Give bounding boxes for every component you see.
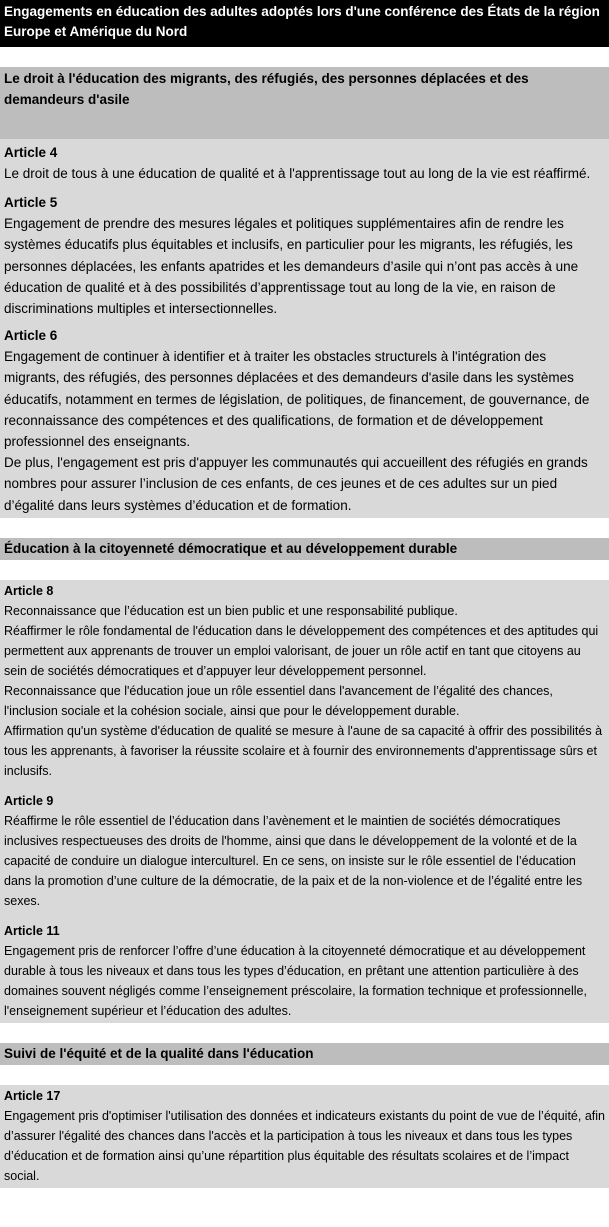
article-paragraph: Engagement pris d'optimiser l'utilisation des données et indicateurs existants du point de vue de l’équité, afin d’assurer l'égalité des chances dans l'accès et la participation à tous les niveaux et dans tous les types d’éducation et de formation ainsi qu’une répartition plus équitable des résultats scolaires et de l’impact social. xyxy=(4,1108,605,1183)
article xyxy=(4,581,605,781)
spacer xyxy=(0,518,609,538)
spacer xyxy=(0,560,609,580)
article xyxy=(4,325,605,516)
section-body xyxy=(0,580,609,1023)
article-title: Article 5 xyxy=(4,195,58,211)
article-title: Article 11 xyxy=(4,923,60,938)
article-title: Article 4 xyxy=(4,145,58,160)
article-paragraph: Engagement de prendre des mesures légales et politiques supplémentaires afin de rendre les systèmes éducatifs plus équitables et inclusifs, en particulier pour les migrants, les réfugiés, les personnes déplacées, les enfants apatrides et les demandeurs d’asile qui n’ont pas accès à une éducation de qualité et à des possibilités d’apprentissage tout au long de la vie, en raison de discriminations multiples et intersectionnelles. xyxy=(4,216,579,317)
spacer xyxy=(0,47,609,67)
section-heading: Le droit à l'éducation des migrants, des réfugiés, des personnes déplacées et des demandeurs d'asile xyxy=(0,67,609,139)
article xyxy=(4,791,605,911)
article-title: Article 8 xyxy=(4,583,54,598)
article-paragraph: Reconnaissance que l’éducation est un bien public et une responsabilité publique. xyxy=(4,603,458,618)
section-heading: Éducation à la citoyenneté démocratique et au développement durable xyxy=(0,538,609,560)
article-title: Article 6 xyxy=(4,328,58,344)
article-paragraph: Engagement de continuer à identifier et à traiter les obstacles structurels à l'intégration des migrants, des réfugiés, des personnes déplacées et des demandeurs d'asile dans les systèmes éducatifs, notamment en termes de législation, de politiques, de financement, de gouvernance, de reconnaissance des compétences et des qualifications, de formation et de développement professionnel des enseignants. xyxy=(4,349,590,450)
spacer xyxy=(0,1023,609,1043)
spacer xyxy=(0,1065,609,1085)
article-title: Article 9 xyxy=(4,793,54,808)
article xyxy=(4,192,605,319)
article-paragraph: Affirmation qu'un système d'éducation de qualité se mesure à l'aune de sa capacité à offrir des possibilités à tous les apprenants, à favoriser la réussite scolaire et à fournir des environnements d'apprentissage sûrs et inclusifs. xyxy=(4,723,603,778)
section-heading: Suivi de l'équité et de la qualité dans l'éducation xyxy=(0,1043,609,1065)
section-body xyxy=(0,139,609,518)
article-paragraph: De plus, l'engagement est pris d'appuyer les communautés qui accueillent des réfugiés en grands nombres pour assurer l’inclusion de ces enfants, de ces jeunes et de ces adultes sur un pied d’égalité dans leurs systèmes d’éducation et de formation. xyxy=(4,455,588,513)
document-title: Engagements en éducation des adultes adoptés lors d'une conférence des États de la région Europe et Amérique du Nord xyxy=(0,0,609,47)
article-title: Article 17 xyxy=(4,1088,61,1103)
section-body xyxy=(0,1085,609,1188)
article-paragraph: Réaffirmer le rôle fondamental de l'éducation dans le développement des compétences et des aptitudes qui permettent aux apprenants de trouver un emploi valorisant, de jouer un rôle actif en tant que citoyens au sein de sociétés démocratiques et d’appuyer leur développement personnel. xyxy=(4,623,599,678)
article-paragraph: Reconnaissance que l'éducation joue un rôle essentiel dans l'avancement de l’égalité des chances, l'inclusion sociale et la cohésion sociale, ainsi que pour le développement durable. xyxy=(4,683,553,718)
article xyxy=(4,1086,605,1186)
article-paragraph: Réaffirme le rôle essentiel de l’éducation dans l’avènement et le maintien de sociétés démocratiques inclusives respectueuses des droits de l'homme, ainsi que dans le développement de la volonté et de la capacité de conduire un dialogue interculturel. En ce sens, on insiste sur le rôle essentiel de l’éducation dans la promotion d’une culture de la démocratie, de la paix et de la non-violence et de l’égalité entre les sexes. xyxy=(4,813,583,908)
article-paragraph: Engagement pris de renforcer l’offre d’une éducation à la citoyenneté démocratique et au développement durable à tous les niveaux et dans tous les types d’éducation, en prêtant une attention particulière à des domaines souvent négligés comme l’enseignement préscolaire, la formation technique et professionnelle, l'enseignement supérieur et l’éducation des adultes. xyxy=(4,943,587,1018)
article xyxy=(4,921,605,1021)
article xyxy=(4,142,605,184)
article-paragraph: Le droit de tous à une éducation de qualité et à l'apprentissage tout au long de la vie est réaffirmé. xyxy=(4,166,591,181)
